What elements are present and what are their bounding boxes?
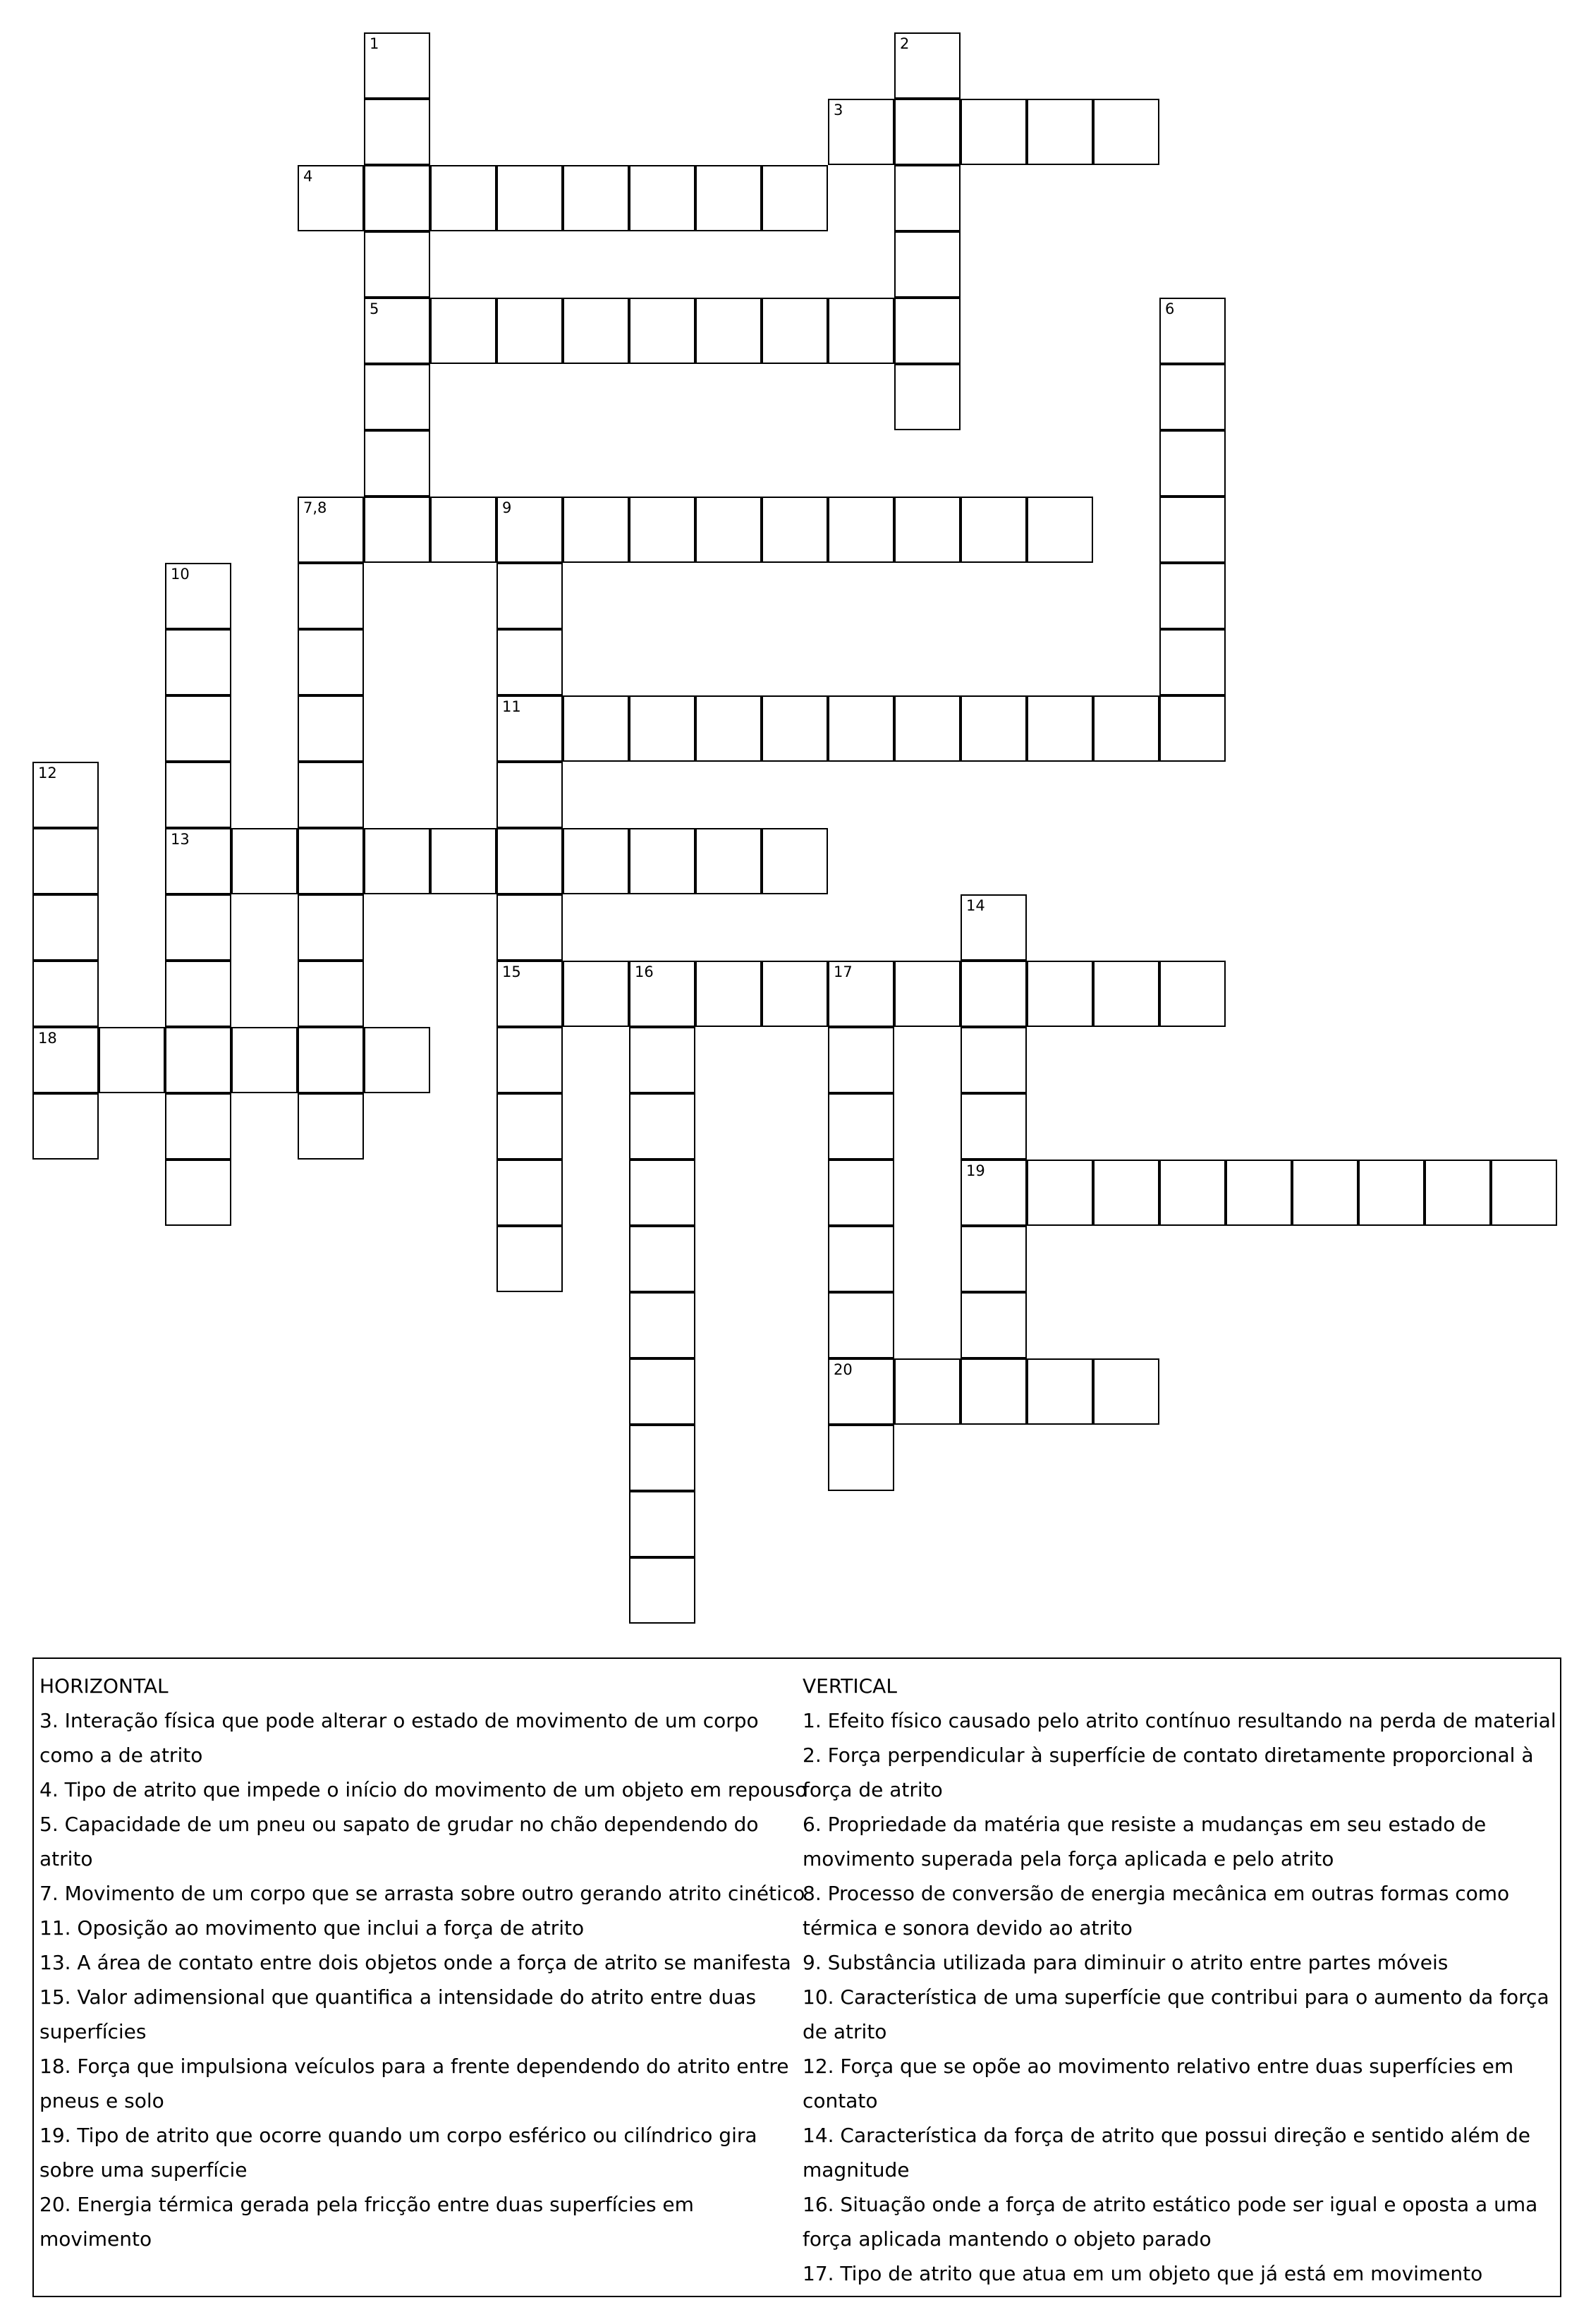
crossword-cell[interactable] [165,1093,231,1160]
crossword-cell[interactable] [231,828,298,894]
crossword-cell[interactable] [364,1027,430,1093]
crossword-cell[interactable] [629,1027,695,1093]
crossword-cell[interactable] [496,497,563,563]
crossword-cell[interactable] [629,1425,695,1491]
clue-number: 12 [38,765,57,781]
crossword-cell[interactable] [961,961,1027,1027]
crossword-cell[interactable] [1226,1160,1292,1226]
crossword-cell[interactable] [762,298,828,364]
clue-item: 1. Efeito físico causado pelo atrito contínuo resultando na perda de material [803,1709,1556,1732]
crossword-cell[interactable] [828,1093,894,1160]
crossword-cell[interactable] [894,695,961,762]
crossword-cell[interactable] [894,497,961,563]
crossword-cell[interactable] [695,497,762,563]
crossword-cell[interactable] [1027,99,1093,165]
clue-number: 2 [900,35,910,52]
crossword-cell[interactable] [364,430,430,497]
crossword-cell[interactable] [695,961,762,1027]
crossword-cell[interactable] [563,961,629,1027]
crossword-cell[interactable] [1093,99,1159,165]
clue-item: 14. Característica da força de atrito que possui direção e sentido além de magnitude [803,2124,1531,2182]
clue-item: 8. Processo de conversão de energia mecânica em outras formas como térmica e sonora devido ao atrito [803,1882,1510,1940]
crossword-cell[interactable] [894,298,961,364]
crossword-cell[interactable] [828,695,894,762]
clue-number: 19 [966,1162,985,1179]
crossword-cell[interactable] [32,894,99,961]
crossword-cell[interactable] [496,828,563,894]
crossword-cell[interactable] [828,497,894,563]
crossword-cell[interactable] [496,563,563,629]
clue-number: 20 [834,1361,853,1378]
crossword-cell[interactable] [1159,364,1226,430]
crossword-cell[interactable] [894,231,961,298]
crossword-cell[interactable] [165,961,231,1027]
crossword-cell[interactable] [364,32,430,99]
crossword-cell[interactable] [298,695,364,762]
crossword-cell[interactable] [762,961,828,1027]
crossword-cell[interactable] [496,695,563,762]
crossword-cell[interactable] [695,165,762,231]
crossword-cell[interactable] [364,165,430,231]
crossword-cell[interactable] [894,99,961,165]
crossword-cell[interactable] [629,1160,695,1226]
clue-item: 16. Situação onde a força de atrito estático pode ser igual e oposta a uma força aplicada mantendo o objeto parado [803,2193,1538,2251]
clue-number: 5 [370,300,379,317]
crossword-cell[interactable] [496,165,563,231]
crossword-cell[interactable] [1093,1160,1159,1226]
crossword-cell[interactable] [828,298,894,364]
crossword-cell[interactable] [762,165,828,231]
crossword-cell[interactable] [1425,1160,1491,1226]
crossword-cell[interactable] [563,497,629,563]
clue-item: 13. A área de contato entre dois objetos onde a força de atrito se manifesta [39,1951,791,1974]
crossword-cell[interactable] [1027,1358,1093,1425]
clue-number: 6 [1165,300,1175,317]
crossword-cell[interactable] [1358,1160,1425,1226]
crossword-cell[interactable] [496,762,563,828]
horizontal-title: HORIZONTAL [39,1674,169,1698]
clue-item: 6. Propriedade da matéria que resiste a mudanças em seu estado de movimento superada pela força aplicada e pelo atrito [803,1813,1487,1870]
crossword-cell[interactable] [430,828,496,894]
crossword-cell[interactable] [364,364,430,430]
clue-item: 11. Oposição ao movimento que inclui a força de atrito [39,1916,585,1940]
crossword-cell[interactable] [828,99,894,165]
clue-number: 17 [834,963,853,980]
crossword-cell[interactable] [828,1425,894,1491]
crossword-cell[interactable] [629,961,695,1027]
crossword-cell[interactable] [1093,695,1159,762]
crossword-cell[interactable] [99,1027,165,1093]
crossword-cell[interactable] [496,298,563,364]
crossword-cell[interactable] [1027,497,1093,563]
crossword-cell[interactable] [961,1093,1027,1160]
crossword-cell[interactable] [165,828,231,894]
crossword-cell[interactable] [762,828,828,894]
clue-item: 3. Interação física que pode alterar o estado de movimento de um corpo como a de atrito [39,1709,759,1767]
crossword-cell[interactable] [496,894,563,961]
vertical-clues [803,1669,1557,2291]
crossword-cell[interactable] [894,165,961,231]
crossword-cell[interactable] [496,1226,563,1292]
crossword-cell[interactable] [629,1292,695,1358]
crossword-cell[interactable] [364,298,430,364]
crossword-cell[interactable] [1093,961,1159,1027]
crossword-cell[interactable] [32,762,99,828]
crossword-cell[interactable] [961,1292,1027,1358]
crossword-cell[interactable] [496,961,563,1027]
clue-number: 18 [38,1030,57,1047]
crossword-cell[interactable] [298,828,364,894]
crossword-cell[interactable] [364,231,430,298]
clue-number: 7,8 [303,499,327,516]
crossword-cell[interactable] [695,828,762,894]
clue-number: 14 [966,897,985,914]
crossword-cell[interactable] [364,497,430,563]
crossword-cell[interactable] [298,894,364,961]
crossword-cell[interactable] [961,1027,1027,1093]
crossword-cell[interactable] [430,298,496,364]
crossword-cell[interactable] [828,1292,894,1358]
crossword-cell[interactable] [1159,629,1226,695]
crossword-cell[interactable] [1159,497,1226,563]
crossword-cell[interactable] [1159,695,1226,762]
horizontal-clues [39,1669,808,2256]
crossword-cell[interactable] [32,828,99,894]
clue-item: 12. Força que se opõe ao movimento relativo entre duas superfícies em contato [803,2055,1514,2112]
crossword-cell[interactable] [165,563,231,629]
crossword-cell[interactable] [563,695,629,762]
crossword-cell[interactable] [496,1093,563,1160]
crossword-cell[interactable] [961,1358,1027,1425]
crossword-cell[interactable] [762,497,828,563]
crossword-cell[interactable] [165,1027,231,1093]
crossword-cell[interactable] [364,99,430,165]
crossword-cell[interactable] [165,1160,231,1226]
crossword-cell[interactable] [165,762,231,828]
crossword-cell[interactable] [1159,961,1226,1027]
crossword-cell[interactable] [165,629,231,695]
crossword-cell[interactable] [165,695,231,762]
clue-item: 20. Energia térmica gerada pela fricção entre duas superfícies em movimento [39,2193,694,2251]
crossword-cell[interactable] [1159,1160,1226,1226]
crossword-cell[interactable] [629,695,695,762]
clue-number: 3 [834,102,843,118]
crossword-cell[interactable] [629,828,695,894]
crossword-cell[interactable] [496,1027,563,1093]
crossword-cell[interactable] [298,961,364,1027]
crossword-cell[interactable] [629,1491,695,1557]
crossword-cell[interactable] [961,1160,1027,1226]
crossword-cell[interactable] [298,497,364,563]
crossword-cell[interactable] [1159,298,1226,364]
crossword-cell[interactable] [364,828,430,894]
clue-number: 15 [502,963,521,980]
clue-number: 11 [502,698,521,715]
crossword-cell[interactable] [961,695,1027,762]
crossword-cell[interactable] [563,828,629,894]
crossword-cell[interactable] [298,563,364,629]
crossword-cell[interactable] [894,1358,961,1425]
crossword-cell[interactable] [828,1027,894,1093]
crossword-cell[interactable] [961,1226,1027,1292]
clue-number: 9 [502,499,512,516]
crossword-cell[interactable] [961,497,1027,563]
crossword-cell[interactable] [1027,961,1093,1027]
crossword-cell[interactable] [695,695,762,762]
crossword-cell[interactable] [430,497,496,563]
clue-item: 18. Força que impulsiona veículos para a frente dependendo do atrito entre pneus e solo [39,2055,789,2112]
crossword-cell[interactable] [828,1358,894,1425]
crossword-cell[interactable] [762,695,828,762]
crossword-cell[interactable] [894,961,961,1027]
crossword-cell[interactable] [430,165,496,231]
crossword-cell[interactable] [496,1160,563,1226]
crossword-cell[interactable] [894,32,961,99]
crossword-cell[interactable] [828,1160,894,1226]
clue-item: 4. Tipo de atrito que impede o início do movimento de um objeto em repouso [39,1778,807,1801]
clue-number: 16 [635,963,654,980]
clue-item: 17. Tipo de atrito que atua em um objeto que já está em movimento [803,2262,1483,2285]
crossword-cell[interactable] [629,1226,695,1292]
vertical-title: VERTICAL [803,1674,897,1698]
clue-item: 9. Substância utilizada para diminuir o atrito entre partes móveis [803,1951,1449,1974]
crossword-cell[interactable] [629,1093,695,1160]
clue-item: 5. Capacidade de um pneu ou sapato de grudar no chão dependendo do atrito [39,1813,759,1870]
crossword-cell[interactable] [629,165,695,231]
crossword-cell[interactable] [1491,1160,1557,1226]
crossword-cell[interactable] [298,1093,364,1160]
clue-number: 13 [171,831,190,848]
crossword-cell[interactable] [32,961,99,1027]
clue-number: 10 [171,566,190,583]
crossword-cell[interactable] [32,1093,99,1160]
crossword-cell[interactable] [961,99,1027,165]
crossword-cell[interactable] [1159,430,1226,497]
clue-item: 2. Força perpendicular à superfície de contato diretamente proporcional à força de atrito [803,1744,1534,1801]
crossword-cell[interactable] [828,961,894,1027]
crossword-cell[interactable] [298,165,364,231]
clue-item: 19. Tipo de atrito que ocorre quando um corpo esférico ou cilíndrico gira sobre uma superfície [39,2124,757,2182]
clue-item: 15. Valor adimensional que quantifica a intensidade do atrito entre duas superfícies [39,1985,757,2043]
crossword-cell[interactable] [1159,563,1226,629]
crossword-cell[interactable] [629,1557,695,1624]
crossword-cell[interactable] [894,364,961,430]
crossword-cell[interactable] [298,1027,364,1093]
crossword-cell[interactable] [629,1358,695,1425]
crossword-cell[interactable] [165,894,231,961]
crossword-cell[interactable] [961,894,1027,961]
crossword-cell[interactable] [1027,695,1093,762]
clue-number: 4 [303,168,313,185]
crossword-cell[interactable] [298,629,364,695]
crossword-cell[interactable] [563,165,629,231]
crossword-cell[interactable] [629,298,695,364]
crossword-cell[interactable] [563,298,629,364]
crossword-cell[interactable] [828,1226,894,1292]
clues-box [32,1657,1561,2297]
crossword-cell[interactable] [695,298,762,364]
crossword-cell[interactable] [1027,1160,1093,1226]
crossword-cell[interactable] [231,1027,298,1093]
crossword-cell[interactable] [496,629,563,695]
clue-number: 1 [370,35,379,52]
crossword-cell[interactable] [32,1027,99,1093]
crossword-cell[interactable] [1093,1358,1159,1425]
clue-item: 7. Movimento de um corpo que se arrasta sobre outro gerando atrito cinético [39,1882,805,1905]
clue-item: 10. Característica de uma superfície que contribui para o aumento da força de atrito [803,1985,1549,2043]
crossword-cell[interactable] [629,497,695,563]
crossword-cell[interactable] [298,762,364,828]
crossword-cell[interactable] [1292,1160,1358,1226]
